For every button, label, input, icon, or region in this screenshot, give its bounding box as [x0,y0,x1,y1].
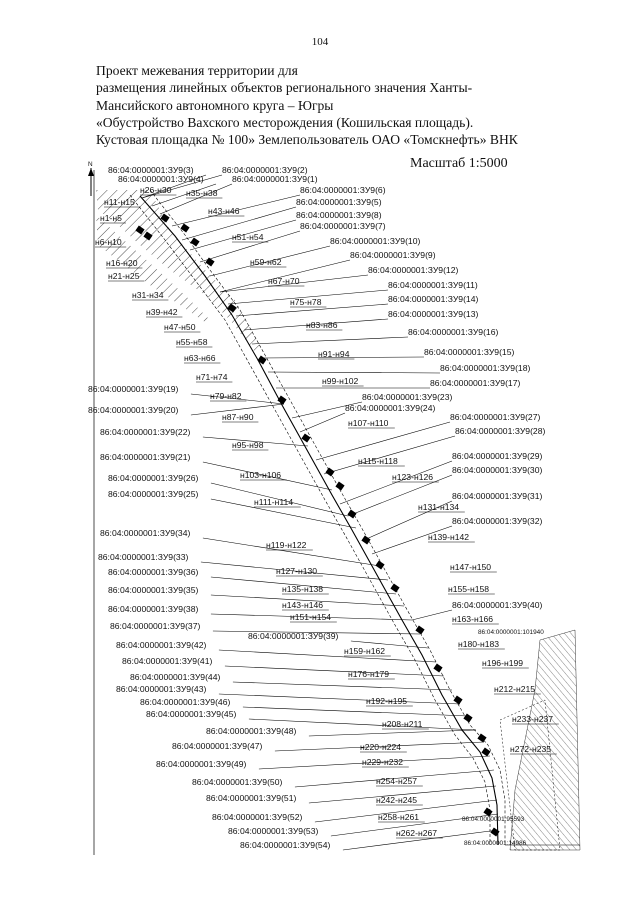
node-marker [433,664,442,673]
point-label: н220-н224 [360,742,402,752]
map-labels [88,165,553,850]
title-line: Мансийского автономного круга – Югры [96,97,334,113]
parcel-label: 86:04:0000001:ЗУ9(13) [388,309,479,319]
point-label: н229-н232 [362,757,404,767]
point-label: н242-н245 [376,795,418,805]
leader-line [233,682,452,690]
node-marker [190,238,199,247]
point-label: н39-н42 [146,307,178,317]
point-label: н123-н126 [392,472,434,482]
point-label: н51-н54 [232,232,264,242]
point-label: н47-н50 [164,322,196,332]
point-label: н103-н106 [240,470,282,480]
point-label: н196-н199 [482,658,524,668]
adjacent-parcel-label: 86:04:0000001:14986 [464,840,527,847]
leader-line [340,461,452,504]
leader-line [412,610,452,620]
point-label: н192-н195 [366,696,408,706]
leader-line [268,372,440,373]
parcel-label: 86:04:0000001:ЗУ9(51) [206,793,297,803]
leader-line [219,694,460,704]
title-line: Кустовая площадка № 100» Землепользователь ОАО «Томскнефть» ВНК [96,132,518,148]
title-line: размещения линейных объектов регионального значения Ханты- [96,80,473,96]
parcel-label: 86:04:0000001:ЗУ9(18) [440,363,531,373]
point-label: н135-н138 [282,584,324,594]
point-label: н180-н183 [458,639,500,649]
parcel-label: 86:04:0000001:ЗУ9(1) [232,174,318,184]
node-marker [361,536,370,545]
point-label: н83-н86 [306,320,338,330]
parcel-label: 86:04:0000001:ЗУ9(7) [300,221,386,231]
point-label: н127-н130 [276,566,318,576]
parcel-label: 86:04:0000001:ЗУ9(3) [108,165,194,175]
parcel-label: 86:04:0000001:ЗУ9(5) [296,197,382,207]
point-label: н233-н237 [512,714,554,724]
node-marker [257,356,266,365]
parcel-label: 86:04:0000001:ЗУ9(9) [350,250,436,260]
node-marker [325,468,334,477]
point-label: н26-н30 [140,185,172,195]
node-marker [277,396,286,405]
title-line: Проект межевания территории для [96,63,298,78]
point-label: н43-н46 [208,206,240,216]
node-marker [453,696,462,705]
parcel-label: 86:04:0000001:ЗУ9(22) [100,427,191,437]
parcel-label: 86:04:0000001:ЗУ9(46) [140,697,231,707]
point-label: н87-н90 [222,412,254,422]
parcel-label: 86:04:0000001:ЗУ9(41) [122,656,213,666]
adjacent-parcel-label: 86:04:0000001:101940 [478,629,544,636]
point-label: н67-н70 [268,276,300,286]
point-label: н155-н158 [448,584,490,594]
title-line: «Обустройство Вахского месторождения (Кошильская площадь). [96,114,474,130]
leader-line [252,337,408,344]
parcel-label: 86:04:0000001:ЗУ9(29) [452,451,543,461]
parcel-label: 86:04:0000001:ЗУ9(16) [408,327,499,337]
parcel-label: 86:04:0000001:ЗУ9(20) [88,405,179,415]
node-marker [463,714,472,723]
point-label: н1-н5 [100,213,122,223]
parcel-label: 86:04:0000001:ЗУ9(14) [388,294,479,304]
point-label: н143-н146 [282,600,324,610]
parcel-label: 86:04:0000001:ЗУ9(24) [345,403,436,413]
map-scale: Масштаб 1:5000 [410,156,508,171]
parcel-label: 86:04:0000001:ЗУ9(27) [450,412,541,422]
parcel-label: 86:04:0000001:ЗУ9(50) [192,777,283,787]
point-label: н91-н94 [318,349,350,359]
node-marker [481,748,490,757]
point-label: н31-н34 [132,290,164,300]
parcel-label: 86:04:0000001:ЗУ9(44) [130,672,221,682]
parcel-label: 86:04:0000001:ЗУ9(6) [300,185,386,195]
parcel-label: 86:04:0000001:ЗУ9(2) [222,165,308,175]
parcel-label: 86:04:0000001:ЗУ9(31) [452,491,543,501]
parcel-label: 86:04:0000001:ЗУ9(40) [452,600,543,610]
point-label: н71-н74 [196,372,228,382]
point-label: н119-н122 [266,540,307,550]
parcel-label: 86:04:0000001:ЗУ9(10) [330,236,421,246]
parcel-label: 86:04:0000001:ЗУ9(34) [100,528,191,538]
parcel-label: 86:04:0000001:ЗУ9(33) [98,552,189,562]
parcel-label: 86:04:0000001:ЗУ9(15) [424,347,515,357]
point-label: н63-н66 [184,353,216,363]
point-label: н75-н78 [290,297,322,307]
node-marker [390,584,399,593]
parcel-label: 86:04:0000001:ЗУ9(23) [362,392,453,402]
parcel-label: 86:04:0000001:ЗУ9(52) [212,812,303,822]
point-label: н59-н62 [250,257,282,267]
parcel-label: 86:04:0000001:ЗУ9(38) [108,604,199,614]
point-label: н115-н118 [358,456,398,466]
parcel-label: 86:04:0000001:ЗУ9(48) [206,726,297,736]
leader-line [219,650,436,662]
parcel-label: 86:04:0000001:ЗУ9(43) [116,684,207,694]
point-label: н95-н98 [232,440,264,450]
parcel-label: 86:04:0000001:ЗУ9(19) [88,384,179,394]
point-label: н21-н25 [108,271,140,281]
point-label: н107-н110 [348,418,389,428]
point-label: н6-н10 [95,237,122,247]
parcel-label: 86:04:0000001:ЗУ9(12) [368,265,459,275]
parcel-label: 86:04:0000001:ЗУ9(53) [228,826,319,836]
north-arrow-icon [88,161,94,196]
page-number: 104 [311,36,329,48]
leader-line [300,413,345,432]
node-marker [335,482,344,491]
parcel-label: 86:04:0000001:ЗУ9(45) [146,709,237,719]
parcel-label: 86:04:0000001:ЗУ9(54) [240,840,331,850]
point-label: н35-н38 [186,188,218,198]
parcel-label: 86:04:0000001:ЗУ9(17) [430,378,521,388]
parcel-label: 86:04:0000001:ЗУ9(37) [110,621,201,631]
adjacent-parcel-label: 86:04:0000001:95593 [462,816,525,823]
point-label: н258-н261 [378,812,420,822]
point-label: н163-н166 [452,614,494,624]
point-label: н212-н215 [494,684,536,694]
parcel-label: 86:04:0000001:ЗУ9(49) [156,759,247,769]
parcel-label: 86:04:0000001:ЗУ9(4) [118,174,204,184]
point-label: н147-н150 [450,562,492,572]
parcel-label: 86:04:0000001:ЗУ9(26) [108,473,199,483]
point-label: н176-н179 [348,669,390,679]
parcel-label: 86:04:0000001:ЗУ9(42) [116,640,207,650]
leader-lines [95,175,559,850]
point-label: н151-н154 [290,612,332,622]
parcel-label: 86:04:0000001:ЗУ9(25) [108,489,199,499]
leader-line [309,730,476,736]
point-label: н99-н102 [322,376,359,386]
parcel-label: 86:04:0000001:ЗУ9(11) [388,280,478,290]
parcel-label: 86:04:0000001:ЗУ9(32) [452,516,543,526]
parcel-label: 86:04:0000001:ЗУ9(21) [100,452,191,462]
point-label: н131-н134 [418,502,460,512]
point-label: н79-н82 [210,391,242,401]
point-label: н16-н20 [106,258,138,268]
leader-line [225,666,444,676]
point-label: н208-н211 [382,719,423,729]
parcel-label: 86:04:0000001:ЗУ9(30) [452,465,543,475]
point-label: н11-н15 [104,197,135,207]
parcel-label: 86:04:0000001:ЗУ9(47) [172,741,263,751]
parcel-label: 86:04:0000001:ЗУ9(28) [455,426,546,436]
parcel-label: 86:04:0000001:ЗУ9(8) [296,210,382,220]
point-label: н159-н162 [344,646,386,656]
leader-line [324,436,455,474]
parcel-label: 86:04:0000001:ЗУ9(39) [248,631,339,641]
parcel-label: 86:04:0000001:ЗУ9(36) [108,567,199,577]
svg-text:N: N [88,161,93,168]
point-label: н111-н114 [254,497,294,507]
point-label: н55-н58 [176,337,208,347]
parcel-label: 86:04:0000001:ЗУ9(35) [108,585,199,595]
leader-line [243,707,468,716]
point-label: н272-н235 [510,744,552,754]
node-marker [205,258,214,267]
point-label: н262-н267 [396,828,438,838]
point-label: н254-н257 [376,776,418,786]
node-marker [375,561,384,570]
point-label: н139-н142 [428,532,470,542]
